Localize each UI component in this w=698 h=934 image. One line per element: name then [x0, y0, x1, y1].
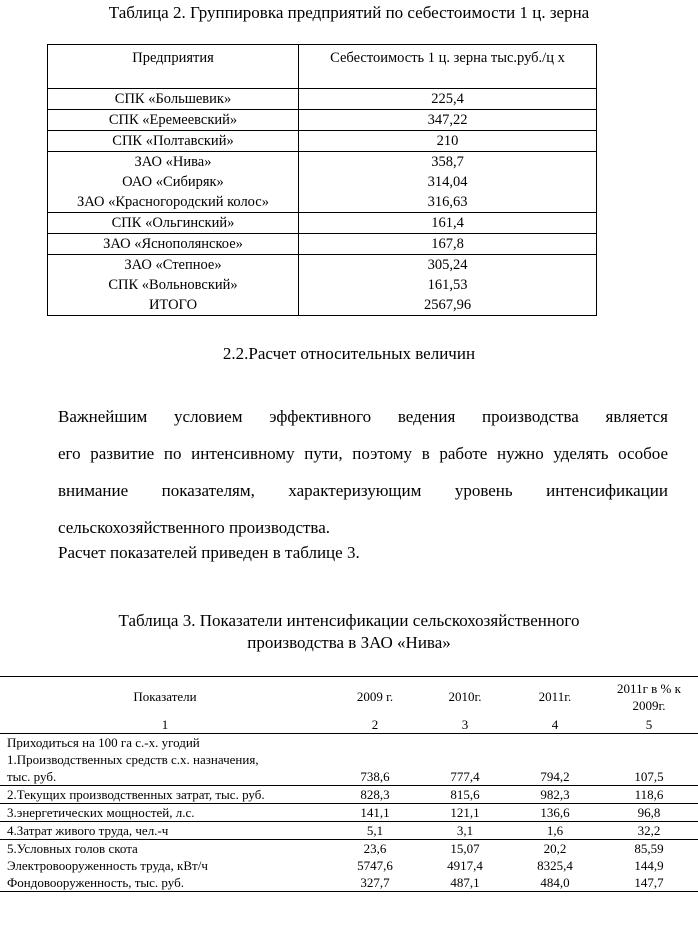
header-2010: 2010г.	[420, 677, 510, 717]
table-row	[48, 89, 597, 110]
cell-value: 327,7	[330, 874, 420, 892]
enterprise-name: ЗАО «Нива»	[48, 152, 299, 173]
cell-value: 23,6	[330, 840, 420, 858]
table-row	[0, 804, 698, 822]
table-row	[0, 822, 698, 840]
cost-value: 210	[299, 131, 597, 152]
row-label: 3.энергетических мощностей, л.с.	[0, 804, 330, 822]
table-row	[48, 275, 597, 295]
row-label: тыс. руб.	[7, 769, 57, 784]
cost-value: 305,24	[299, 255, 597, 276]
table-row	[48, 131, 597, 152]
cell-value: 777,4	[450, 769, 480, 784]
table-row-total	[48, 295, 597, 316]
enterprise-name: ОАО «Сибиряк»	[48, 172, 299, 192]
row-label: 4.Затрат живого труда, чел.-ч	[0, 822, 330, 840]
table3-caption-line: Таблица 3. Показатели интенсификации сельскохозяйственного	[118, 611, 580, 630]
paragraph-intensification	[8, 398, 668, 546]
header-number: 3	[420, 716, 510, 734]
header-enterprises: Предприятия	[48, 45, 299, 89]
header-number: 1	[0, 716, 330, 734]
header-number: 2	[330, 716, 420, 734]
cell-value: 738,6	[360, 769, 390, 784]
cell-value: 982,3	[510, 786, 600, 804]
table-row	[0, 768, 698, 786]
table3-caption	[0, 610, 698, 654]
row-label: 2.Текущих производственных затрат, тыс. руб.	[0, 786, 330, 804]
table-header-numbers-row	[0, 716, 698, 734]
header-number: 5	[600, 716, 698, 734]
cost-value: 161,4	[299, 213, 597, 234]
cost-value: 161,53	[299, 275, 597, 295]
cost-value: 167,8	[299, 234, 597, 255]
enterprise-name: СПК «Большевик»	[48, 89, 299, 110]
paragraph-line: сельскохозяйственного производства.	[58, 518, 331, 537]
table-header-row	[48, 45, 597, 89]
table-row	[48, 172, 597, 192]
table-row	[48, 255, 597, 276]
table-row	[48, 192, 597, 213]
row-label: Электровооруженность труда, кВт/ч	[7, 858, 208, 873]
table3-indicators	[0, 676, 698, 892]
cell-value: 107,5	[634, 769, 664, 784]
paragraph-line: его развитие по интенсивному пути, поэтому в работе нужно уделять особое	[58, 444, 668, 463]
enterprise-name: ЗАО «Яснополянское»	[48, 234, 299, 255]
table-group-row	[0, 734, 698, 752]
table2-caption: Таблица 2. Группировка предприятий по себестоимости 1 ц. зерна	[108, 3, 590, 22]
table-row	[48, 110, 597, 131]
header-indicators: Показатели	[0, 677, 330, 717]
cell-value: 8325,4	[537, 858, 573, 873]
table-row	[0, 857, 698, 874]
cell-value: 147,7	[600, 874, 698, 892]
enterprise-name: ЗАО «Степное»	[48, 255, 299, 276]
cell-value: 136,6	[510, 804, 600, 822]
cost-value: 358,7	[299, 152, 597, 173]
total-value: 2567,96	[299, 295, 597, 316]
table-header-row	[0, 677, 698, 717]
cell-value: 4917,4	[447, 858, 483, 873]
header-cost: Себестоимость 1 ц. зерна тыс.руб./ц х	[299, 45, 597, 89]
table-row	[48, 234, 597, 255]
header-2011: 2011г.	[510, 677, 600, 717]
cell-value: 815,6	[420, 786, 510, 804]
cell-value: 118,6	[600, 786, 698, 804]
cell-value: 794,2	[540, 769, 570, 784]
enterprise-name: СПК «Ольгинский»	[48, 213, 299, 234]
table-row	[48, 152, 597, 173]
table3-caption-line: производства в ЗАО «Нива»	[247, 633, 451, 652]
cell-value: 32,2	[600, 822, 698, 840]
table-row	[0, 786, 698, 804]
total-label: ИТОГО	[48, 295, 299, 316]
header-percent: 2011г в % к 2009г.	[600, 677, 698, 717]
cell-value: 1,6	[510, 822, 600, 840]
paragraph-table-ref: Расчет показателей приведен в таблице 3.	[58, 543, 360, 562]
cell-value: 20,2	[510, 840, 600, 858]
header-number: 4	[510, 716, 600, 734]
table-row	[48, 213, 597, 234]
cost-value: 225,4	[299, 89, 597, 110]
cell-value: 141,1	[330, 804, 420, 822]
cell-value: 828,3	[330, 786, 420, 804]
cell-value: 487,1	[420, 874, 510, 892]
paragraph-line: внимание показателям, характеризующим уровень интенсификации	[58, 481, 668, 500]
cost-value: 347,22	[299, 110, 597, 131]
enterprise-name: СПК «Вольновский»	[48, 275, 299, 295]
table-row	[0, 840, 698, 858]
cell-value: 121,1	[420, 804, 510, 822]
row-label: Фондовооруженность, тыс. руб.	[0, 874, 330, 892]
cell-value: 15,07	[420, 840, 510, 858]
cell-value: 85,59	[600, 840, 698, 858]
cell-value: 5747,6	[357, 858, 393, 873]
cell-value: 484,0	[510, 874, 600, 892]
table-row	[0, 751, 698, 768]
enterprise-name: ЗАО «Красногородский колос»	[48, 192, 299, 213]
row-label: 5.Условных голов скота	[0, 840, 330, 858]
row-label: 1.Производственных средств с.х. назначения,	[7, 752, 259, 767]
cost-value: 314,04	[299, 172, 597, 192]
enterprise-name: СПК «Еремеевский»	[48, 110, 299, 131]
cell-value: 144,9	[634, 858, 664, 873]
enterprise-name: СПК «Полтавский»	[48, 131, 299, 152]
section-title: 2.2.Расчет относительных величин	[222, 344, 476, 363]
cell-value: 96,8	[600, 804, 698, 822]
cost-value: 316,63	[299, 192, 597, 213]
header-2009: 2009 г.	[330, 677, 420, 717]
cell-value: 5,1	[330, 822, 420, 840]
table2-grouping	[47, 44, 597, 316]
table-row	[0, 874, 698, 892]
group-label: Приходиться на 100 га с.-х. угодий	[7, 735, 200, 750]
paragraph-line: Важнейшим условием эффективного ведения производства является	[58, 407, 668, 426]
cell-value: 3,1	[420, 822, 510, 840]
